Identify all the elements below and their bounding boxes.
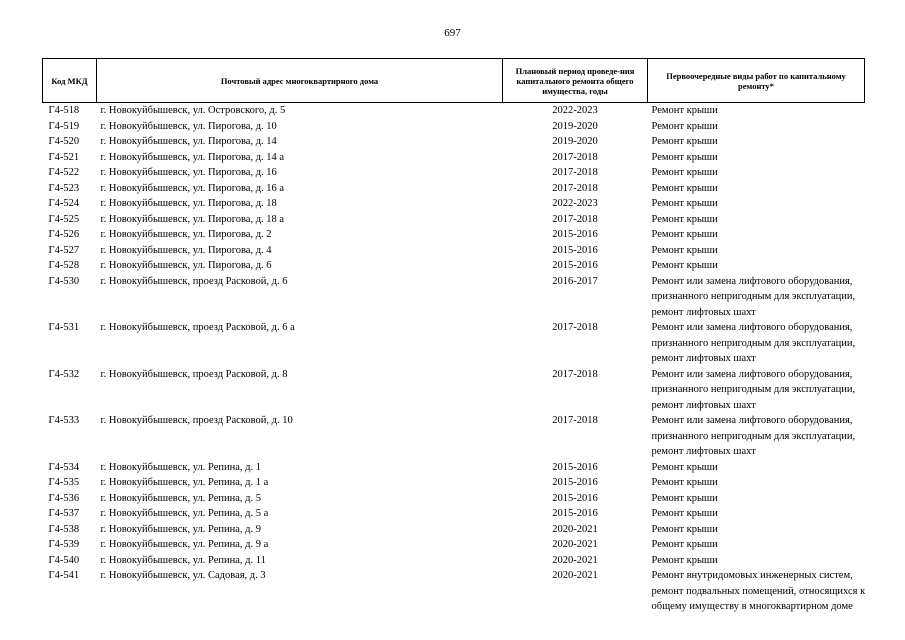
cell-address: г. Новокуйбышевск, ул. Пирогова, д. 18 xyxy=(100,198,277,209)
cell-work xyxy=(648,181,865,197)
header-work: Первоочередные виды работ по капитальному ремонту* xyxy=(648,59,865,103)
cell-address: г. Новокуйбышевск, ул. Репина, д. 9 а xyxy=(100,539,269,550)
cell-period: 2017-2018 xyxy=(552,322,598,333)
table-row xyxy=(43,227,865,243)
table-row xyxy=(43,165,865,181)
table-row xyxy=(43,134,865,150)
cell-period: 2020-2021 xyxy=(552,554,598,566)
cell-work xyxy=(648,506,865,522)
table-row xyxy=(43,568,865,615)
cell-code: Г4-523 xyxy=(48,182,80,194)
cell-period: 2015-2016 xyxy=(552,244,598,256)
work-line: ремонт лифтовых шахт xyxy=(651,306,756,318)
table-row xyxy=(43,522,865,538)
cell-code: Г4-535 xyxy=(48,477,80,488)
cell-code: Г4-518 xyxy=(48,105,80,116)
cell-code: Г4-530 xyxy=(48,275,80,287)
table-row xyxy=(43,181,865,197)
cell-code: Г4-531 xyxy=(48,322,80,333)
cell-address: г. Новокуйбышевск, ул. Репина, д. 5 xyxy=(100,492,261,504)
table-row xyxy=(43,258,865,274)
cell-work xyxy=(648,274,865,321)
cell-address: г. Новокуйбышевск, проезд Расковой, д. 10 xyxy=(100,415,293,426)
cell-address: г. Новокуйбышевск, ул. Пирогова, д. 16 а xyxy=(100,182,285,194)
cell-code: Г4-536 xyxy=(48,492,80,504)
work-line: ремонт лифтовых шахт xyxy=(651,353,756,364)
cell-period: 2017-2018 xyxy=(552,151,598,163)
cell-period: 2017-2018 xyxy=(552,415,598,426)
cell-period: 2015-2016 xyxy=(552,477,598,488)
cell-code: Г4-534 xyxy=(48,461,80,473)
cell-work xyxy=(648,320,865,367)
work-line: Ремонт крыши xyxy=(651,554,718,566)
work-line: Ремонт или замена лифтового оборудования, xyxy=(651,322,853,333)
cell-work xyxy=(648,460,865,476)
table-row xyxy=(43,506,865,522)
cell-address: г. Новокуйбышевск, ул. Пирогова, д. 6 xyxy=(100,260,272,271)
cell-code: Г4-519 xyxy=(48,120,80,132)
work-line: признанного непригодным для эксплуатации, xyxy=(651,337,856,349)
cell-code: Г4-540 xyxy=(48,554,80,566)
header-address: Почтовый адрес многоквартирного дома xyxy=(97,59,503,103)
cell-address: г. Новокуйбышевск, ул. Пирогова, д. 16 xyxy=(100,167,277,178)
work-line: признанного непригодным для эксплуатации, xyxy=(651,384,856,395)
table-row xyxy=(43,537,865,553)
cell-address: г. Новокуйбышевск, ул. Репина, д. 1 xyxy=(100,461,261,473)
table-row xyxy=(43,243,865,259)
cell-code: Г4-533 xyxy=(48,415,80,426)
cell-code: Г4-541 xyxy=(48,570,80,581)
cell-work xyxy=(648,134,865,150)
header-period: Плановый период проведе-ния капитального ремонта общего имущества, годы xyxy=(503,59,648,103)
cell-period: 2019-2020 xyxy=(552,136,598,147)
work-line: ремонт лифтовых шахт xyxy=(651,399,756,411)
cell-address: г. Новокуйбышевск, проезд Расковой, д. 6 а xyxy=(100,322,295,333)
cell-work xyxy=(648,553,865,569)
cell-address: г. Новокуйбышевск, ул. Пирогова, д. 14 а xyxy=(100,151,285,163)
cell-code: Г4-520 xyxy=(48,136,80,147)
cell-address: г. Новокуйбышевск, ул. Пирогова, д. 18 а xyxy=(100,213,285,225)
cell-code: Г4-524 xyxy=(48,198,80,209)
cell-address: г. Новокуйбышевск, ул. Пирогова, д. 14 xyxy=(100,136,277,147)
cell-period: 2019-2020 xyxy=(552,120,598,132)
capital-repair-table xyxy=(42,58,865,615)
cell-period: 2017-2018 xyxy=(552,167,598,178)
work-line: Ремонт крыши xyxy=(651,198,718,209)
cell-code: Г4-532 xyxy=(48,368,80,380)
cell-work xyxy=(648,522,865,538)
cell-work xyxy=(648,491,865,507)
work-line: Ремонт крыши xyxy=(651,151,718,163)
cell-period: 2015-2016 xyxy=(552,492,598,504)
work-line: ремонт подвальных помещений, относящихся к xyxy=(651,585,866,597)
table-row xyxy=(43,196,865,212)
cell-work xyxy=(648,475,865,491)
cell-address: г. Новокуйбышевск, проезд Расковой, д. 8 xyxy=(100,368,288,380)
work-line: Ремонт или замена лифтового оборудования, xyxy=(651,415,853,426)
cell-address: г. Новокуйбышевск, ул. Репина, д. 1 а xyxy=(100,477,269,488)
work-line: Ремонт крыши xyxy=(651,523,718,535)
cell-address: г. Новокуйбышевск, ул. Репина, д. 5 а xyxy=(100,508,269,519)
cell-work xyxy=(648,119,865,135)
cell-address: г. Новокуйбышевск, ул. Репина, д. 9 xyxy=(100,523,261,535)
cell-address: г. Новокуйбышевск, ул. Садовая, д. 3 xyxy=(100,570,266,581)
cell-address: г. Новокуйбышевск, ул. Пирогова, д. 4 xyxy=(100,244,272,256)
table-row xyxy=(43,212,865,228)
cell-period: 2017-2018 xyxy=(552,213,598,225)
work-line: Ремонт крыши xyxy=(651,167,718,178)
cell-work xyxy=(648,212,865,228)
cell-code: Г4-521 xyxy=(48,151,80,163)
header-code: Код МКД xyxy=(43,59,97,103)
table-header-row xyxy=(43,59,865,103)
cell-period: 2017-2018 xyxy=(552,368,598,380)
table-body xyxy=(43,103,865,615)
cell-work xyxy=(648,103,865,119)
table-row xyxy=(43,460,865,476)
cell-period: 2015-2016 xyxy=(552,260,598,271)
cell-period: 2015-2016 xyxy=(552,461,598,473)
table-row xyxy=(43,150,865,166)
work-line: Ремонт крыши xyxy=(651,244,718,256)
cell-code: Г4-538 xyxy=(48,523,80,535)
work-line: ремонт лифтовых шахт xyxy=(651,446,756,457)
cell-address: г. Новокуйбышевск, ул. Репина, д. 11 xyxy=(100,554,266,566)
work-line: общему имуществу в многоквартирном доме xyxy=(651,601,853,612)
cell-work xyxy=(648,227,865,243)
cell-address: г. Новокуйбышевск, ул. Пирогова, д. 2 xyxy=(100,229,272,240)
page-number: 697 xyxy=(444,27,461,39)
cell-address: г. Новокуйбышевск, проезд Расковой, д. 6 xyxy=(100,275,288,287)
table-row xyxy=(43,119,865,135)
cell-work xyxy=(648,413,865,460)
cell-period: 2016-2017 xyxy=(552,275,598,287)
cell-work xyxy=(648,367,865,414)
cell-period: 2015-2016 xyxy=(552,229,598,240)
work-line: признанного непригодным для эксплуатации, xyxy=(651,430,856,442)
work-line: Ремонт крыши xyxy=(651,182,718,194)
cell-work xyxy=(648,568,865,615)
table-row xyxy=(43,320,865,367)
table-row xyxy=(43,413,865,460)
table-row xyxy=(43,367,865,414)
cell-work xyxy=(648,196,865,212)
cell-period: 2022-2023 xyxy=(552,105,598,116)
work-line: Ремонт крыши xyxy=(651,213,718,225)
cell-code: Г4-528 xyxy=(48,260,80,271)
cell-work xyxy=(648,150,865,166)
work-line: Ремонт крыши xyxy=(651,260,718,271)
cell-period: 2015-2016 xyxy=(552,508,598,519)
work-line: Ремонт крыши xyxy=(651,105,718,116)
cell-period: 2017-2018 xyxy=(552,182,598,194)
work-line: Ремонт крыши xyxy=(651,136,718,147)
cell-work xyxy=(648,243,865,259)
cell-work xyxy=(648,537,865,553)
table-row xyxy=(43,491,865,507)
work-line: Ремонт внутридомовых инженерных систем, xyxy=(651,570,853,581)
cell-code: Г4-525 xyxy=(48,213,80,225)
cell-code: Г4-527 xyxy=(48,244,80,256)
work-line: Ремонт или замена лифтового оборудования, xyxy=(651,368,853,380)
work-line: Ремонт крыши xyxy=(651,492,718,504)
cell-address: г. Новокуйбышевск, ул. Островского, д. 5 xyxy=(100,105,286,116)
cell-work xyxy=(648,165,865,181)
work-line: Ремонт крыши xyxy=(651,461,718,473)
work-line: Ремонт крыши xyxy=(651,508,718,519)
cell-code: Г4-526 xyxy=(48,229,80,240)
table-row xyxy=(43,103,865,119)
table-row xyxy=(43,553,865,569)
cell-address: г. Новокуйбышевск, ул. Пирогова, д. 10 xyxy=(100,120,277,132)
cell-period: 2020-2021 xyxy=(552,523,598,535)
cell-period: 2020-2021 xyxy=(552,570,598,581)
table-row xyxy=(43,274,865,321)
cell-code: Г4-539 xyxy=(48,539,80,550)
work-line: Ремонт или замена лифтового оборудования, xyxy=(651,275,853,287)
cell-work xyxy=(648,258,865,274)
cell-period: 2020-2021 xyxy=(552,539,598,550)
work-line: Ремонт крыши xyxy=(651,229,718,240)
cell-code: Г4-522 xyxy=(48,167,80,178)
work-line: Ремонт крыши xyxy=(651,477,718,488)
cell-code: Г4-537 xyxy=(48,508,80,519)
work-line: признанного непригодным для эксплуатации, xyxy=(651,291,856,302)
work-line: Ремонт крыши xyxy=(651,539,718,550)
work-line: Ремонт крыши xyxy=(651,120,718,132)
cell-period: 2022-2023 xyxy=(552,198,598,209)
table-row xyxy=(43,475,865,491)
